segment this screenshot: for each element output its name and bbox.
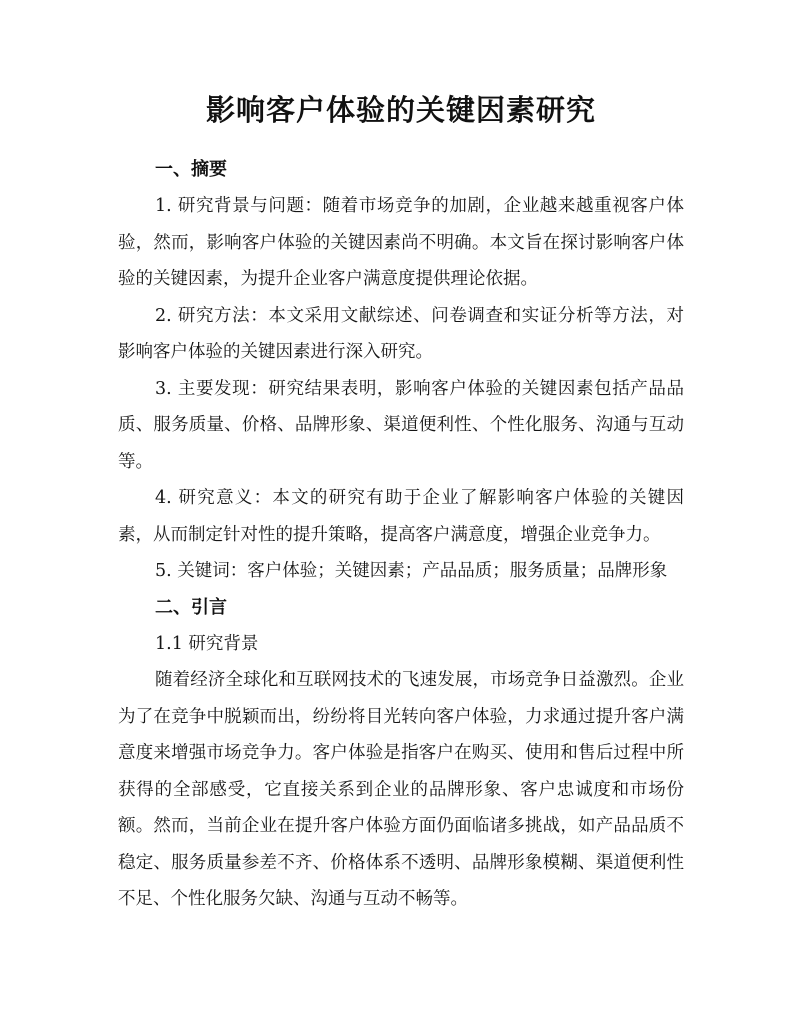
document-title: 影响客户体验的关键因素研究 <box>205 93 596 127</box>
abstract-item-3: 3. 主要发现：研究结果表明，影响客户体验的关键因素包括产品品质、服务质量、价格、品牌形象、渠道便利性、个性化服务、沟通与互动等。 <box>118 378 684 472</box>
document-page <box>118 88 684 918</box>
section-heading-abstract: 一、摘要 <box>155 159 227 180</box>
section-heading-introduction: 二、引言 <box>155 596 227 618</box>
abstract-item-5: 5. 关键词：客户体验；关键因素；产品品质；服务质量；品牌形象 <box>155 561 668 581</box>
introduction-paragraph: 随着经济全球化和互联网技术的飞速发展，市场竞争日益激烈。企业为了在竞争中脱颖而出，纷纷将目光转向客户体验，力求通过提升客户满意度来增强市场竞争力。客户体验是指客户在购买、使用和售后过程中所获得的全部感受，它直接关系到企业的品牌形象、客户忠诚度和市场份额。然而，当前企业在提升客户体验方面仍面临诸多挑战，如产品品质不稳定、服务质量参差不齐、价格体系不透明、品牌形象模糊、渠道便利性不足、个性化服务欠缺、沟通与互动不畅等。 <box>118 670 684 909</box>
subheading-research-background: 1.1 研究背景 <box>155 633 259 654</box>
abstract-item-2: 2. 研究方法：本文采用文献综述、问卷调查和实证分析等方法，对影响客户体验的关键因素进行深入研究。 <box>118 305 684 362</box>
abstract-item-4: 4. 研究意义：本文的研究有助于企业了解影响客户体验的关键因素，从而制定针对性的提升策略，提高客户满意度，增强企业竞争力。 <box>118 488 684 545</box>
abstract-item-1: 1. 研究背景与问题：随着市场竞争的加剧，企业越来越重视客户体验，然而，影响客户体验的关键因素尚不明确。本文旨在探讨影响客户体验的关键因素，为提升企业客户满意度提供理论依据。 <box>118 196 684 289</box>
